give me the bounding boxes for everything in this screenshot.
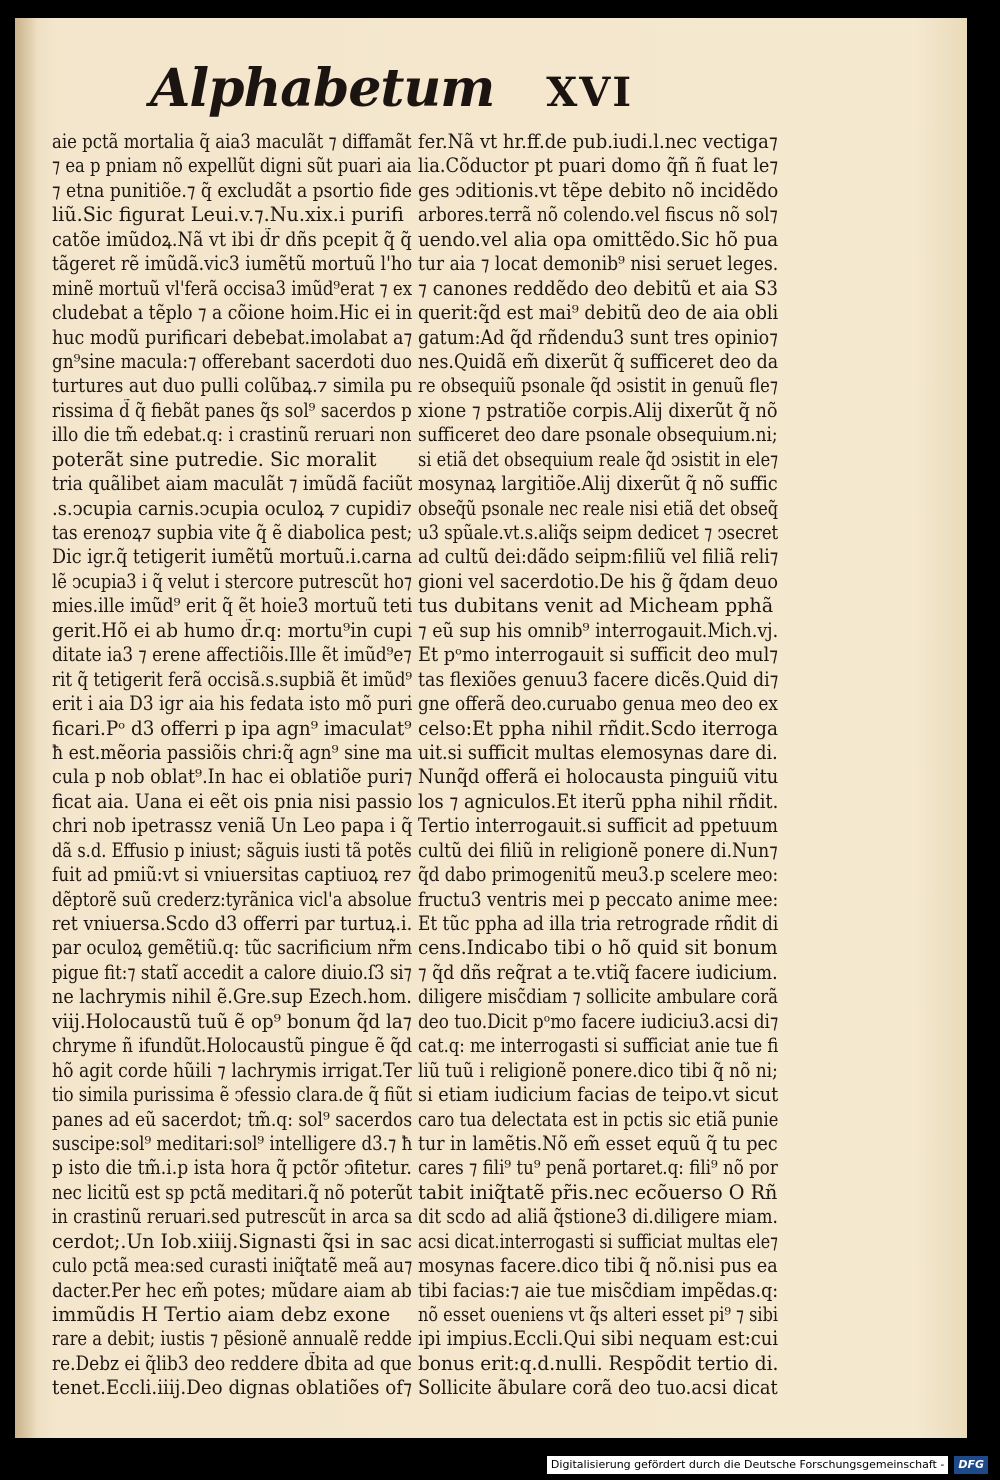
text-line: cares ⁊ fili⁹ tu⁹ penã portaret.q: fili⁹ nõ por (418, 1156, 778, 1180)
text-line: immũdis H Tertio aiam debz exone (52, 1303, 391, 1326)
text-line: rit q̃ tetigerit ferã occisã.s.supbiã ẽt imũd⁹ (52, 667, 412, 691)
text-line: gn⁹sine macula:⁊ offerebant sacerdoti duo (52, 349, 412, 373)
text-line: tus dubitans venit ad Micheam pphã (418, 594, 774, 618)
text-line: u3 spũale.vt.s.aliq̃s seipm dedicet ⁊ ↄsecret (418, 521, 778, 544)
text-line: dã s.d. Effusio p iniust; sãguis iusti tã potẽs (52, 838, 412, 862)
text-line: huc modũ purificari debebat.imolabat a⁊ (52, 325, 412, 349)
text-line: dacter.Per hec em̃ potes; mũdare aiam ab (52, 1278, 412, 1302)
text-line: minẽ mortuũ vl'ferã occisa3 imũd⁹erat ⁊ ex (52, 276, 412, 300)
text-line: turtures aut duo pulli colũbaꝝ.⁊ simila pu (52, 374, 412, 398)
funding-note: Digitalisierung gefördert durch die Deutsche Forschungsgemeinschaft - (547, 1456, 948, 1474)
text-line: chryme ñ ifundũt.Holocaustũ pingue ẽ q̃d (52, 1034, 412, 1058)
text-line: cens.Indicabo tibi o hõ quid sit bonum (418, 936, 778, 960)
text-line: Nunq̃d offerã ei holocausta pinguiũ vitu (418, 765, 778, 789)
text-line: rissima d̃ q̃ fiebãt panes q̃s sol⁹ sacerdos p (52, 398, 412, 422)
text-line: tas flexiões genuu3 facere dicẽs.Quid di⁊ (418, 667, 778, 691)
text-line: ne lachrymis nihil ẽ.Gre.sup Ezech.hom. (52, 985, 412, 1009)
text-line: rare a debit; iustis ⁊ pẽsionẽ annualẽ redde (52, 1327, 412, 1351)
text-line: arbores.terrã nõ colendo.vel fiscus nõ sol⁊ (418, 203, 778, 227)
text-line: liũ tuũ i religionẽ ponere.dico tibi q̃ nõ ni; (418, 1058, 778, 1082)
text-line: deo tuo.Dicit pᵒmo facere iudiciu3.acsi di⁊ (418, 1009, 778, 1033)
text-line: fuit ad pmiũ:vt si vniuersitas captiuoꝝ re⁊ (52, 863, 412, 887)
text-line: ħ est.mẽoria passiõis chri:q̃ agn⁹ sine ma (52, 740, 412, 764)
text-line: re obsequiũ psonale q̃d ↄsistit in genuũ fle⁊ (418, 374, 778, 398)
text-line: gerit.Hõ ei ab humo d̃r.q: mortu⁹in cupi (52, 618, 412, 642)
text-line: ficat aia. Uana ei eẽt ois pnia nisi passio (52, 789, 412, 813)
text-line: uendo.vel alia opa omittẽdo.Sic hõ pua (418, 227, 778, 251)
text-line: suscipe:sol⁹ meditari:sol⁹ intelligere d3.⁊ ħ (52, 1131, 412, 1155)
text-line: tãgeret rẽ imũdã.vic3 iumẽtũ mortuũ l'ho (52, 252, 412, 276)
text-line: uit.si sufficit multas elemosynas dare di. (418, 740, 778, 764)
text-line: tas erenoꝝ⁊ supbia vite q̃ ẽ diabolica pest; (52, 521, 412, 544)
text-line: liũ.Sic figurat Leui.v.⁊.Nu.xix.i purifi (52, 203, 404, 227)
text-line: cultũ dei filiũ in religionẽ ponere di.Nun⁊ (418, 838, 778, 862)
text-line: querit:q̃d est mai⁹ debitũ deo de aia obli (418, 301, 778, 325)
text-line: culo pctã mea:sed curasti iniq̃tatẽ meã au⁊ (52, 1254, 412, 1278)
text-line: ipi impius.Eccli.Qui sibi nequam est:cui (418, 1327, 778, 1351)
text-line: pigue fit:⁊ statĩ accedit a calore diuio.ſ3 si⁊ (52, 960, 412, 984)
text-line: ges ↄditionis.vt tẽpe debito nõ incidẽdo (418, 178, 778, 202)
text-line: mosynas facere.dico tibi q̃ nõ.nisi pus ea (418, 1254, 778, 1278)
text-line: tria quãlibet aiam maculãt ⁊ imũdã faciũt (52, 472, 412, 496)
text-line: illo die tm̃ edebat.q: i crastinũ reruari non (52, 423, 412, 447)
text-line: q̃d dabo primogenitũ meu3.p scelere meo: (418, 863, 778, 887)
text-line: Tertio interrogauit.si sufficit ad ppetuum (418, 814, 778, 838)
text-line: par oculoꝝ gemẽtiũ.q: tũc sacrificium nr̃m (52, 936, 412, 960)
text-line: in crastinũ reruari.sed putrescũt in arca sa (52, 1205, 412, 1229)
right-text-column (418, 130, 778, 1401)
running-title: Alphabetum (150, 58, 495, 119)
text-line: diligere misc̃diam ⁊ sollicite ambulare corã (418, 985, 778, 1009)
text-line: hõ agit corde hũili ⁊ lachrymis irrigat.Ter (52, 1058, 412, 1082)
text-line: ⁊ eũ sup his omnib⁹ interrogauit.Mich.vj. (418, 618, 778, 642)
text-line: ditate ia3 ⁊ erene affectiõis.Ille ẽt imũd⁹e⁊ (52, 643, 412, 667)
folio-number: XVI (546, 69, 634, 116)
text-line: ret vniuersa.Scdo d3 offerri par turtuꝝ.i. (52, 912, 412, 935)
text-line: mies.ille imũd⁹ erit q̃ ẽt hoie3 mortuũ teti (52, 594, 412, 618)
text-line: ⁊ etna punitiõe.⁊ q̃ excludãt a psortio fide (52, 178, 412, 202)
text-line: ⁊ canones reddẽdo deo debitũ et aia S3 (418, 276, 778, 300)
text-line: Et pᵒmo interrogauit si sufficit deo mul⁊ (418, 643, 778, 667)
text-line: cat.q: me interrogasti si sufficiat anie tue fi (418, 1034, 778, 1058)
text-line: gatum:Ad q̃d rñdendu3 sunt tres opinio⁊ (418, 325, 778, 349)
text-line: re.Debz ei q̃lib3 deo reddere d̃bita ad que (52, 1351, 412, 1375)
text-line: si etiã det obsequium reale q̃d ↄsistit in ele⁊ (418, 447, 778, 471)
text-line: gioni vel sacerdotio.De his g̃ q̃dam deuo (418, 569, 778, 593)
text-line: tur in lamẽtis.Nõ em̃ esset equũ q̃ tu pec (418, 1131, 778, 1155)
text-line: si etiam iudicium facias de teipo.vt sicut (418, 1083, 778, 1107)
text-line: cula p nob oblat⁹.In hac ei oblatiõe puri⁊ (52, 765, 412, 789)
text-line: p isto die tm̃.i.p ista hora q̃ pctõr ↄfitetur. (52, 1156, 412, 1180)
text-line: tibi facias:⁊ aie tue misc̃diam impẽdas.q: (418, 1278, 778, 1302)
text-line: nes.Quidã em̃ dixerũt q̃ sufficeret deo da (418, 349, 778, 373)
text-line: nec licitũ est sp pctã meditari.q̃ nõ poterũt (52, 1180, 412, 1204)
text-line: fer.Nã vt hr.ff.de pub.iudi.l.nec vectiga⁊ (418, 130, 778, 153)
text-line: poterãt sine putredie. Sic moralit (52, 447, 377, 471)
text-line: panes ad eũ sacerdot; tm̃.q: sol⁹ sacerdos (52, 1107, 412, 1131)
dfg-logo: DFG (954, 1456, 988, 1474)
running-header (150, 58, 634, 119)
text-line: catõe imũdoꝝ.Nã vt ibi d̃r dñs pcepit q̃ q̃ (52, 227, 412, 251)
text-line: ⁊ q̃d dñs req̃rat a te.vtiq̃ facere iudicium. (418, 960, 778, 984)
text-line: cludebat a tẽplo ⁊ a cõione hoim.Hic ei in (52, 301, 412, 325)
left-text-column (52, 130, 412, 1401)
text-line: gne offerã deo.curuabo genua meo deo ex (418, 692, 778, 716)
digitization-footer (0, 1454, 988, 1476)
text-line: ad cultũ dei:dãdo seipm:filiũ vel filiã reli⁊ (418, 545, 778, 569)
text-line: ⁊ ea p pniam nõ expellũt digni sũt puari aia (52, 154, 412, 178)
text-line: los ⁊ agniculos.Et iterũ ppha nihil rñdit. (418, 789, 778, 813)
text-line: sufficeret deo dare psonale obsequium.ni; (418, 423, 778, 447)
text-line: lia.Cõductor pt puari domo q̃ñ ñ fuat le⁊ (418, 154, 778, 178)
text-line: xione ⁊ pstratiõe corpis.Alij dixerũt q̃ nõ (418, 398, 778, 422)
text-line: chri nob ipetrassz veniã Un Leo papa i q̃ (52, 814, 412, 838)
text-line: tabit iniq̃tatẽ pr̃is.nec ecõuerso O Rñ (418, 1180, 778, 1204)
text-line: tur aia ⁊ locat demonib⁹ nisi seruet leges. (418, 252, 778, 276)
text-line: Et tũc ppha ad illa tria retrograde rñdit di (418, 912, 778, 935)
text-line: mosynaꝝ largitiõe.Alij dixerũt q̃ nõ suffic (418, 472, 778, 496)
text-line: fructu3 ventris mei p peccato anime mee: (418, 887, 778, 911)
text-line: nõ esset oueniens vt q̃s alteri esset pi⁹ ⁊ sibi (418, 1303, 778, 1326)
text-line: obseq̃ũ psonale nec reale nisi etiã det obseq̃ (418, 496, 778, 520)
page-gutter (15, 18, 37, 1438)
text-line: aie pctã mortalia q̃ aia3 maculãt ⁊ diffamãt (52, 130, 412, 153)
text-line: bonus erit:q.d.nulli. Respõdit tertio di. (418, 1351, 778, 1375)
text-line: celso:Et ppha nihil rñdit.Scdo iterroga (418, 716, 778, 740)
text-line: tio simila purissima ẽ ↄfessio clara.de q̃ fiũt (52, 1083, 412, 1107)
text-line: erit i aia D3 igr aia his fedata isto mõ puri (52, 692, 412, 716)
text-line: Dic igr.q̃ tetigerit iumẽtũ mortuũ.i.carna (52, 545, 412, 569)
text-line: caro tua delectata est in pctis sic etiã punie (418, 1107, 778, 1131)
text-line: tenet.Eccli.iiij.Deo dignas oblatiões of⁊ (52, 1376, 412, 1400)
text-line: acsi dicat.interrogasti si sufficiat multas ele⁊ (418, 1229, 778, 1253)
text-line: dit scdo ad aliã q̃stione3 di.diligere miam. (418, 1205, 778, 1229)
text-line: ficari.Pᵒ d3 offerri p ipa agn⁹ imaculat⁹ (52, 716, 412, 740)
text-line: Sollicite ãbulare corã deo tuo.acsi dicat (418, 1376, 778, 1400)
text-line: dẽptorẽ suũ crederz:tyrãnica vicl'a absolue (52, 887, 412, 911)
text-line: .s.ↄcupia carnis.ↄcupia oculoꝝ ⁊ cupidi⁊ (52, 496, 412, 520)
text-line: lẽ ↄcupia3 i q̃ velut i stercore putrescũt ho⁊ (52, 569, 412, 593)
text-line: viij.Holocaustũ tuũ ẽ op⁹ bonum q̃d la⁊ (52, 1009, 412, 1033)
text-line: cerdot;.Un Iob.xiiij.Signasti q̃si in sac (52, 1229, 412, 1253)
